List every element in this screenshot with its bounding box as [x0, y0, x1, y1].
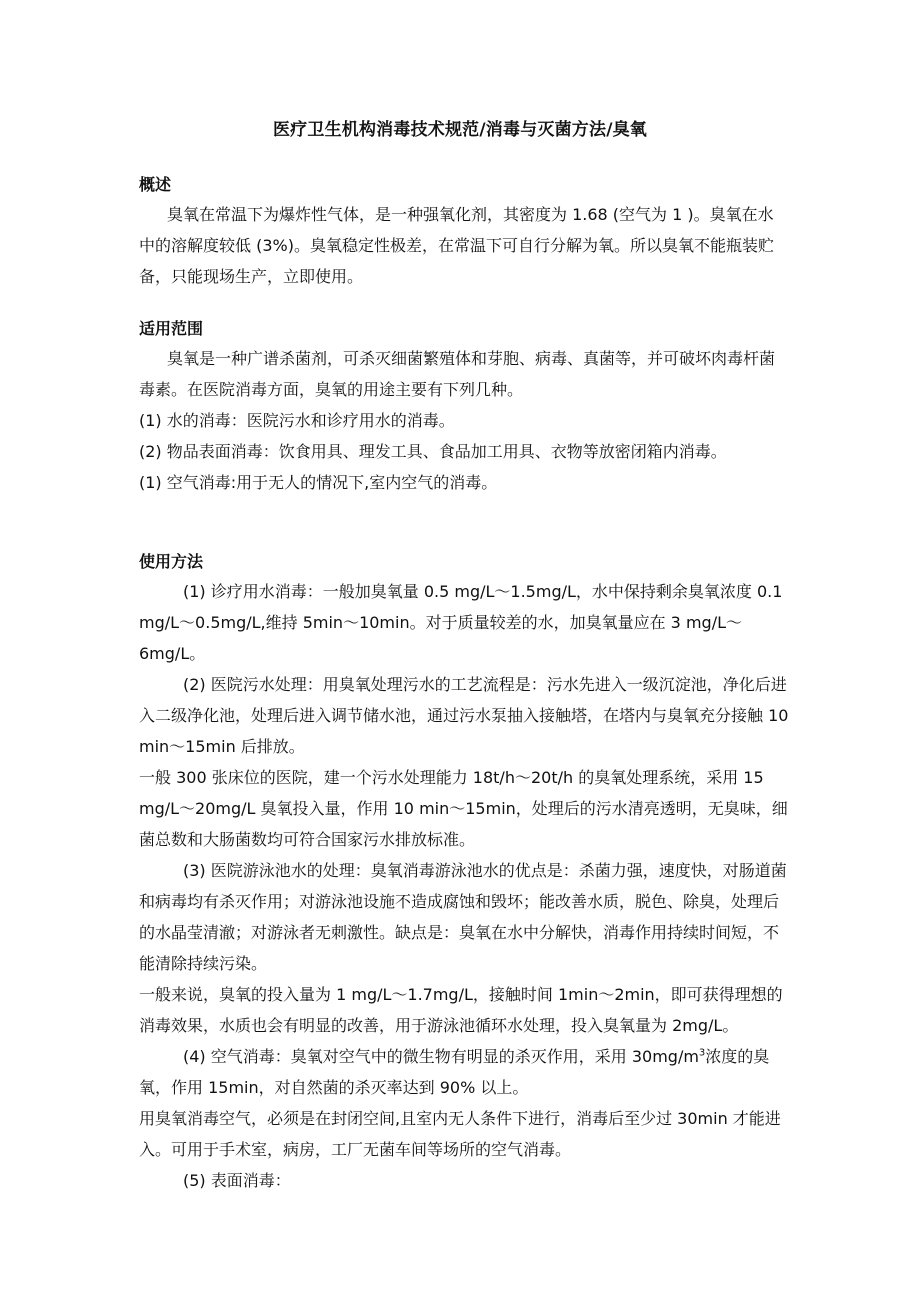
- usage-sewage: (2) 医院污水处理：用臭氧处理污水的工艺流程是：污水先进入一级沉淀池，净化后进入二级净化池，处理后进入调节储水池，通过污水泵抽入接触塔，在塔内与臭氧充分接触 10 min～15min 后排放。: [139, 675, 789, 756]
- section-overview: [139, 173, 789, 292]
- scope-item-surface: (2) 物品表面消毒：饮食用具、理发工具、食品加工用具、衣物等放密闭箱内消毒。: [139, 442, 727, 461]
- usage-air-text-cont: 浓度的臭氧，作用 15min，对自然菌的杀灭率达到 90% 以上。: [139, 1047, 770, 1097]
- usage-air: [139, 1041, 789, 1103]
- scope-heading: 适用范围: [139, 319, 204, 338]
- overview-heading: 概述: [139, 175, 172, 194]
- usage-surface: (5) 表面消毒：: [183, 1171, 291, 1190]
- usage-air-text: (4) 空气消毒：臭氧对空气中的微生物有明显的杀灭作用，采用 30mg/m: [183, 1047, 699, 1066]
- usage-pool: (3) 医院游泳池水的处理：臭氧消毒游泳池水的优点是：杀菌力强，速度快，对肠道菌和病毒均有杀灭作用；对游泳池设施不造成腐蚀和毁坏；能改善水质，脱色、除臭，处理后的水晶莹清澈；对游泳者无刺激性。缺点是：臭氧在水中分解快，消毒作用持续时间短，不能清除持续污染。: [139, 861, 787, 973]
- usage-heading: 使用方法: [139, 552, 204, 571]
- section-usage: [139, 550, 789, 1196]
- document-title: 医疗卫生机构消毒技术规范/消毒与灭菌方法/臭氧: [272, 120, 648, 140]
- usage-medical-water: (1) 诊疗用水消毒：一般加臭氧量 0.5 mg/L～1.5mg/L，水中保持剩余臭氧浓度 0.1 mg/L～0.5mg/L,维持 5min～10min。对于质量较差的水，加臭氧量应在 3 mg/L～6mg/L。: [139, 582, 783, 663]
- overview-paragraph: 臭氧在常温下为爆炸性气体，是一种强氧化剂，其密度为 1.68 (空气为 1 )。臭氧在水中的溶解度较低 (3%)。臭氧稳定性极差，在常温下可自行分解为氧。所以臭氧不能瓶装贮备，只能现场生产，立即使用。: [139, 205, 774, 286]
- usage-sewage-example: 一般 300 张床位的医院，建一个污水处理能力 18t/h～20t/h 的臭氧处理系统，采用 15 mg/L～20mg/L 臭氧投入量，作用 10 min～15min，处理后的污水清亮透明，无臭味，细菌总数和大肠菌数均可符合国家污水排放标准。: [139, 768, 788, 849]
- section-scope: [139, 317, 789, 498]
- scope-paragraph: 臭氧是一种广谱杀菌剂，可杀灭细菌繁殖体和芽胞、病毒、真菌等，并可破坏肉毒杆菌毒素。在医院消毒方面，臭氧的用途主要有下列几种。: [139, 349, 776, 399]
- scope-item-water: (1) 水的消毒：医院污水和诊疗用水的消毒。: [139, 411, 455, 430]
- usage-air-conditions: 用臭氧消毒空气，必须是在封闭空间,且室内无人条件下进行，消毒后至少过 30min 才能进入。可用于手术室，病房，工厂无菌车间等场所的空气消毒。: [139, 1109, 781, 1159]
- scope-item-air: (1) 空气消毒:用于无人的情况下,室内空气的消毒。: [139, 473, 498, 492]
- usage-air-superscript: 3: [698, 1047, 706, 1059]
- usage-pool-dosage: 一般来说，臭氧的投入量为 1 mg/L～1.7mg/L，接触时间 1min～2min，即可获得理想的消毒效果，水质也会有明显的改善，用于游泳池循环水处理，投入臭氧量为 2mg/L。: [139, 985, 783, 1035]
